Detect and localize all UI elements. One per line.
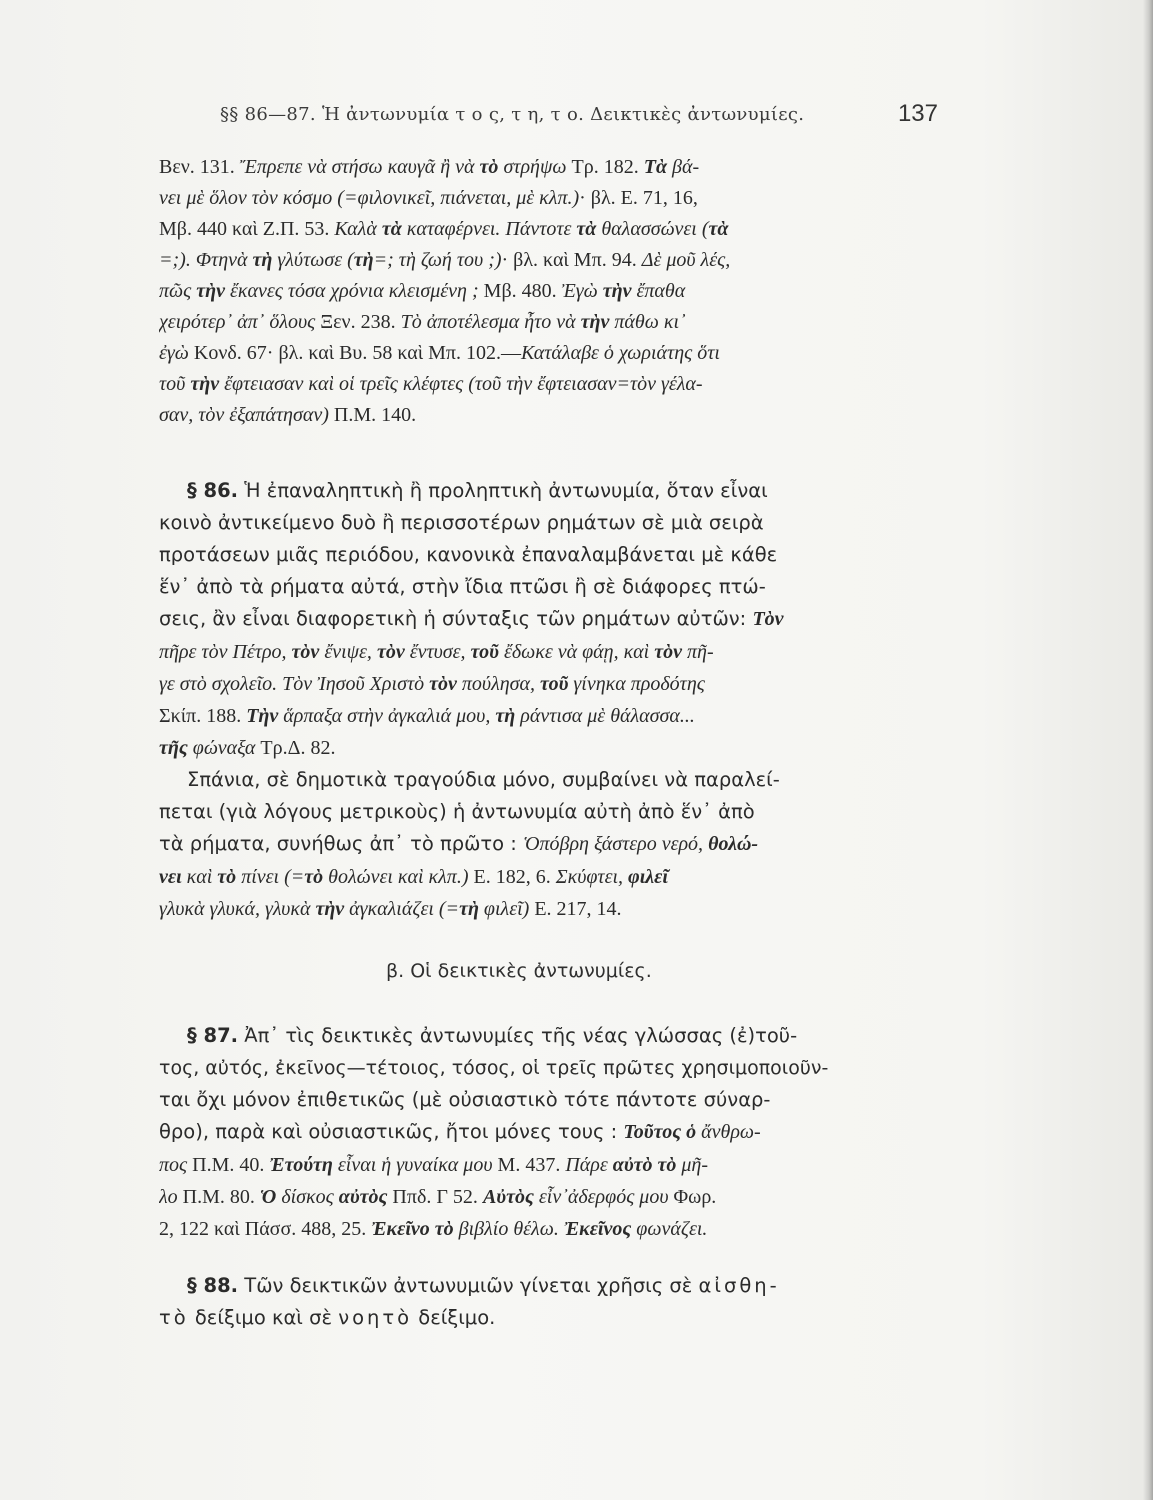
- text-line: λο Π.Μ. 80. Ὁ δίσκος αὐτὸς Ππδ. Γ 52. Αὐτὸς εἶν᾽ἀδερφός μου Φωρ.: [159, 1186, 717, 1208]
- header-title: §§ 86—87. Ἡ ἀντωνυμία τ ο ς, τ η, τ ο. Δεικτικὲς ἀντωνυμίες.: [220, 104, 805, 125]
- text-line: σεις, ἂν εἶναι διαφορετικὴ ἡ σύνταξις τῶν ρημάτων αὐτῶν: Τὸν: [159, 607, 784, 630]
- text-line: θρο), παρὰ καὶ οὐσιαστικῶς, ἤτοι μόνες τους : Τοῦτος ὁ ἄνθρω-: [159, 1120, 761, 1143]
- text-line: πῶς τὴν ἔκανες τόσα χρόνια κλεισμένη ; Μβ. 480. Ἐγὼ τὴν ἔπαθα: [159, 280, 686, 302]
- page-edge-shadow: [1143, 0, 1153, 1500]
- subheading: β. Οἱ δεικτικὲς ἀντωνυμίες.: [386, 960, 652, 982]
- text-line: Σκίπ. 188. Τὴν ἅρπαξα στὴν ἀγκαλιά μου, τὴ ράντισα μὲ θάλασσα...: [159, 705, 695, 727]
- text-line: πος Π.Μ. 40. Ἐτούτη εἶναι ἡ γυναίκα μου Μ. 437. Πάρε αὐτὸ τὸ μῆ-: [159, 1154, 708, 1176]
- section-88: [159, 1270, 939, 1334]
- text-line: νει μὲ ὅλον τὸν κόσμο (=φιλονικεῖ, πιάνεται, μὲ κλπ.)· βλ. Ε. 71, 16,: [159, 187, 698, 209]
- text-line: τὰ ρήματα, συνήθως ἀπ᾽ τὸ πρῶτο : Ὁπόβρη ξάστερο νερό, θολώ-: [159, 832, 759, 855]
- text-line: πῆρε τὸν Πέτρο, τὸν ἔνιψε, τὸν ἔντυσε, τοῦ ἔδωκε νὰ φάῃ, καὶ τὸν πῆ-: [159, 641, 714, 663]
- text-line: γλυκὰ γλυκά, γλυκὰ τὴν ἀγκαλιάζει (=τὴ φιλεῖ) Ε. 217, 14.: [159, 898, 622, 920]
- text-line: τοῦ τὴν ἔφτειασαν καὶ οἱ τρεῖς κλέφτες (τοῦ τὴν ἔφτειασαν=τὸν γέλα-: [159, 373, 703, 395]
- running-header: [220, 100, 940, 134]
- text-line: γε στὸ σχολεῖο. Τὸν Ἰησοῦ Χριστὸ τὸν πούλησα, τοῦ γίνηκα προδότης: [159, 673, 705, 695]
- text-line: Μβ. 440 καὶ Ζ.Π. 53. Καλὰ τὰ καταφέρνει. Πάντοτε τὰ θαλασσώνει (τὰ: [159, 218, 729, 240]
- text-line: Βεν. 131. Ἔπρεπε νὰ στήσω καυγᾶ ἢ νὰ τὸ στρήψω Τρ. 182. Τὰ βά-: [159, 156, 700, 178]
- text-line: πεται (γιὰ λόγους μετρικοὺς) ἡ ἀντωνυμία αὐτὴ ἀπὸ ἕν᾽ ἀπὸ: [159, 800, 755, 823]
- text-line: τὸ δείξιμο καὶ σὲ νοητὸ δείξιμο.: [159, 1306, 496, 1329]
- quote-block: [159, 152, 939, 431]
- text-line: ται ὄχι μόνον ἐπιθετικῶς (μὲ οὐσιαστικὸ τότε πάντοτε σύναρ-: [159, 1088, 771, 1111]
- page-number: 137: [897, 100, 938, 127]
- section-87: [159, 1020, 939, 1245]
- section-86: [159, 475, 939, 925]
- text-line: § 88. Τῶν δεικτικῶν ἀντωνυμιῶν γίνεται χρῆσις σὲ αἰσθη-: [187, 1274, 780, 1297]
- text-line: τῆς φώναξα Τρ.Δ. 82.: [159, 737, 336, 759]
- text-line: τος, αὐτός, ἐκεῖνος—τέτοιος, τόσος, οἱ τρεῖς πρῶτες χρησιμοποιοῦν-: [159, 1057, 829, 1079]
- text-line: ἕν᾽ ἀπὸ τὰ ρήματα αὐτά, στὴν ἴδια πτῶσι ἢ σὲ διάφορες πτώ-: [159, 575, 766, 598]
- text-line: 2, 122 καὶ Πάσσ. 488, 25. Ἐκεῖνο τὸ βιβλίο θέλω. Ἐκεῖνος φωνάζει.: [159, 1218, 708, 1240]
- text-line: χειρότερ᾽ ἀπ᾽ ὅλους Ξεν. 238. Τὸ ἀποτέλεσμα ἦτο νὰ τὴν πάθω κι᾽: [159, 311, 686, 333]
- text-line: § 86. Ἡ ἐπαναληπτικὴ ἢ προληπτικὴ ἀντωνυμία, ὅταν εἶναι: [187, 479, 768, 502]
- text-line: =;). Φτηνὰ τὴ γλύτωσε (τὴ=; τὴ ζωή του ;)· βλ. καὶ Μπ. 94. Δὲ μοῦ λές,: [159, 249, 731, 271]
- text-line: προτάσεων μιᾶς περιόδου, κανονικὰ ἐπαναλαμβάνεται μὲ κάθε: [159, 543, 778, 566]
- text-line: Σπάνια, σὲ δημοτικὰ τραγούδια μόνο, συμβαίνει νὰ παραλεί-: [187, 768, 780, 791]
- text-line: σαν, τὸν ἐξαπάτησαν) Π.Μ. 140.: [159, 404, 417, 426]
- text-line: ἐγὼ Κονδ. 67· βλ. καὶ Βυ. 58 καὶ Μπ. 102.—Κατάλαβε ὁ χωριάτης ὅτι: [159, 342, 720, 364]
- text-line: § 87. Ἀπ᾽ τὶς δεικτικὲς ἀντωνυμίες τῆς νέας γλώσσας (ἐ)τοῦ-: [187, 1024, 798, 1047]
- text-line: κοινὸ ἀντικείμενο δυὸ ἢ περισσοτέρων ρημάτων σὲ μιὰ σειρὰ: [159, 511, 764, 534]
- text-line: νει καὶ τὸ πίνει (=τὸ θολώνει καὶ κλπ.) Ε. 182, 6. Σκύφτει, φιλεῖ: [159, 866, 668, 888]
